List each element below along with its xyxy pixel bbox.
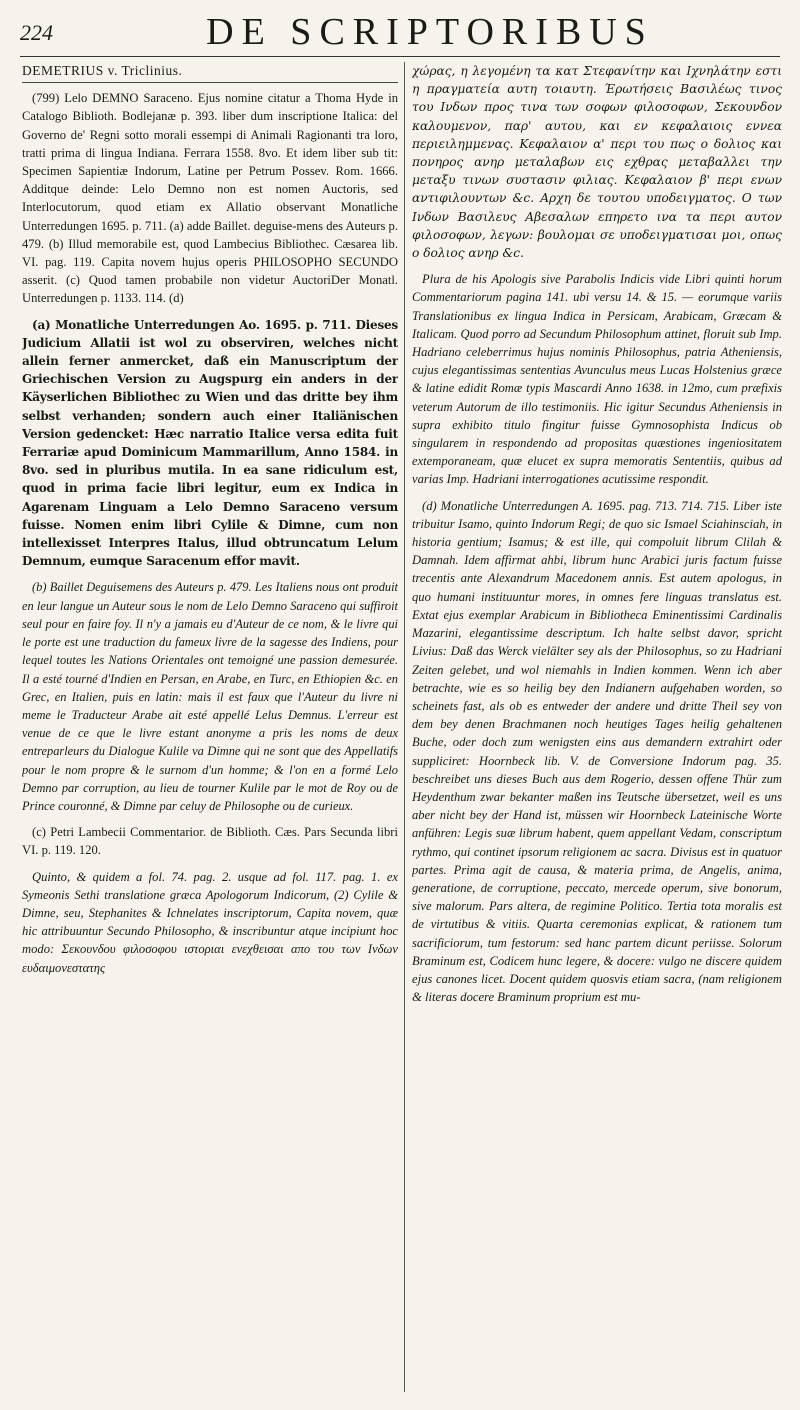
footnote-d: (d) Monatliche Unterredungen A. 1695. pag. 713. 714. 715. Liber iste tribuitur Isamo, quinto Indorum Regi; de quo sic Ismael Sciahinsciah, in historia gentium; Isamus; & est ille, qui compoluit librum Clilah & Damnah. Idem affirmat ahbi, librum hunc Arabici juris factum fuisse trecentis ante Alexandrum Macedonem annis. Est autem apologus, in quo humani instituuntur mores, in omnes fere linguas translatus est. Extat ejus exemplar Arabicum in Bibliotheca Eminentissimi Cardinalis Mazarini, elegantissime descriptum. Ich halte selbst davor, spricht Livius: Daß das Werck vielälter sey als der Philosophus, so zu Hadriani Zeiten gelebet, und wol niemahls in Indien kommen. Wenn ich aber betrachte, wie es so heilig bey den Indianern aufgehaben worden, so scheinets fast, als ob es entweder der andere und dritte Theil sey von dem bey denen Brachmanen noch heutiges Tages heilig gehaltenen Buche, oder doch zum wenigsten eins aus demandern extrahirt oder suppliciret: Hoornbeck lib. V. de Conversione Indorum pag. 35. beschreibet uns dieses Buch aus dem Rogerio, dessen offene Thür zum Heydenthum zwar bekanter maßen ins Teutsche übersetzet, weil es uns aber nicht bey der Hand ist, müssen wir Hoornbeck Lateinische Worte anführen: Legis suæ librum habent, quem appellant Vedam, conscriptum rythmo, qui continet ipsorum religionem ac sacra. Divisus est in quatuor partes. Prima agit de causa, & materia prima, de Angelis, anima, generatione, de corruptione, peccato, mercede operum, sive bonorum, sive malorum. Pars altera, de regimine Politico. Tertia tota moralis est de virtutibus & vitiis. Quarta ceremonias explicat, & rationem tum sacrificiorum, tum festorum: sed hanc partem dicunt periisse. Solorum Braminum est, Codicem hunc legere, & docere: vulgo ne discere quidem ejus canones licet. Docent quidem quosvis etiam sacra, (nam religionem & literas docere Braminum proprium est mu-: [412, 498, 782, 1005]
page-number: 224: [20, 20, 53, 45]
running-title: DE SCRIPTORIBUS: [206, 11, 654, 53]
footnote-c: (c) Petri Lambecii Commentarior. de Biblioth. Cæs. Pars Secunda libri VI. p. 119. 120.: [22, 825, 398, 858]
left-column: [22, 62, 398, 1397]
entry-799: (799) Lelo DEMNO Saraceno. Ejus nomine citatur a Thoma Hyde in Catalogo Biblioth. Bodlejanæ p. 393. liber dum inscriptione Italica: del Governo de' Regni sotto morali essempi di Animali Ragionanti tra loro, tratti prima di lingua Indiana. Ferrara 1558. 8vo. Et idem liber sub tit: Specimen Sapientiæ Indorum, Latine per Petrum Possev. Rom. 1666. Additque deinde: Lelo Demno non est nomen Auctoris, sed Interlocutorum, quod etiam ex Allatio observant Monatliche Unterredungen 1695. p. 711. (a) adde Baillet. deguise-mens des Auteurs p. 479. (b) Illud memorabile est, quod Lambecius Bibliothec. Cæsarea lib. VI. pag. 119. Capita novem hujus operis PHILOSOPHO SECUNDO asserit. (c) Quod tamen probabile non videtur AuctoriDer Monatl. Unterredungen p. 1133. 114. (d): [22, 91, 398, 306]
section-rule: [22, 82, 398, 83]
section-title: DEMETRIUS v. Triclinius.: [22, 63, 183, 78]
header-rule: [20, 56, 780, 57]
footnote-a: (a) Monatliche Unterredungen Ao. 1695. p. 711. Dieses Judicium Allatii ist wol zu observiren, welches nicht allein ferner anmercket, daß ein Manuscriptum der Griechischen Version zu Augspurg ein anders in der Käyserlichen Bibliothec zu Wien und das dritte bey ihm selbst verhanden; sondern auch einer Italiänischen Version gedencket: Hæc narratio Italice versa edita fuit Ferrariæ apud Dominicum Mammarillum, Anno 1584. in 8vo. sed in pluribus mutila. In ea sane ridiculum est, quod in prima facie libri legitur, eum ex Indica in Agarenam Linguam a Lelo Demno Saraceno versum fuisse. Nomen enim libri Cylile & Dimne, cum non intellexisset Interpres Italus, illud obtruncatum Lelum Demnum, eumque Saracenum effor mavit.: [22, 317, 398, 569]
column-divider: [404, 62, 405, 1392]
footnote-c-quinto: Quinto, & quidem a fol. 74. pag. 2. usque ad fol. 117. pag. 1. ex Symeonis Sethi translatione græca Apologorum Indicorum, (2) Cylile & Dimne, seu, Stephanites & Ichnelates inscriptorum, Capita novem, quæ hic attribuuntur Secundo Philosopho, & inscribuntur atque incipiunt hoc modo: Σεκουνδου φιλοσοφου ιστοριαι ενεχθεισαι απο του των Ινδων ευδαιμονεστατης: [22, 869, 398, 975]
footnote-b: (b) Baillet Deguisemens des Auteurs p. 479. Les Italiens nous ont produit en leur langue un Auteur sous le nom de Lelo Demno Saraceno qui suffiroit seul pour en faire foy. Il n'y a jamais eu d'Auteur de ce nom, & le livre qui le porte est une traduction du fameux livre de la sagesse des Indiens, pour lequel toutes les Nations Orientales ont temoigné une passion demesurée. Il a esté tourné d'Indien en Persan, en Arabe, en Turc, en Ethiopien &c. en Grec, en Italien, puis en latin: mais il est faux que l'Auteur du livre ni meme le Traducteur Arabe ait esté appellé Lelus Demnus. L'erreur est venue de ce que le livre estant anonyme a pris les noms de deux entreparleurs du Dialogue Kulile va Dimne qui ne sont que des Appellatifs pour le nom propre & le surnom d'un homme; & l'on en a formé Lelo Demno par corruption, au lieu de tourner Kulile par le mot de Roy ou de Prince couronné, & Dimne par celuy de Philosophe ou de curieux.: [22, 580, 398, 813]
right-column: [412, 62, 782, 1397]
running-head: [20, 6, 780, 54]
note-continuation: Plura de his Apologis sive Parabolis Indicis vide Libri quinti horum Commentariorum pagina 141. ubi versu 14. & 15. — eorumque variis Translationibus ex lingua Indica in Persicam, Arabicam, Græcam & Italicam. Quod porro ad Secundum Philosophum attinet, floruit sub Imp. Hadriano celeberrimus hujus nominis Philosophus, patria Atheniensis, cujus elegantissimas sententias Avunculus meus Lucas Holstenius græce & latine edidit Romæ typis Mascardi Anno 1638. in 12mo, cum præfixis veterum Autorum de illo testimoniis. Hic igitur Secundus Atheniensis in supra exhibito titulo fingitur fuisse Gymnosophista Indicus ob singularem in respondendo ad propositas quæstiones ingeniositatem extemporaneam, quæ elucet ex supra memoratis Sententiis, quibus ad varias Imp. Hadriani interrogationes acutissime respondit.: [412, 272, 782, 487]
greek-passage: χώρας, η λεγομένη τα κατ Στεφανίτην και Ιχνηλάτην εστι η πραγματεία αυτη τοιαυτη. Έρωτήσεις Βασιλέως τινος του Ινδων προς τινα των σοφων φιλοσοφων, Σεκουνδον καλουμενον, παρ' αυτου, και εν κεφαλαιοις εννεα περιειλημμενας. Κεφαλαιον α' περι του πως ο δολιος και πονηρος ανηρ μεταλαβων εις εχθρας μεταβαλλει την μεταξυ τινων συστασιν φιλιας. Κεφαλαιον β' περι ενων αντιφιλουντων &c. Αρχη δε τουτου υποδειγματος. Ο των Ινδων Βασιλευς Αβεσαλων επηρετο ινα τα περι αυτον φιλοσοφων, λεγων: βουλομαι σε υποδειγματισαι μοι, οπως ο δολιος ανηρ &c.: [412, 64, 782, 261]
